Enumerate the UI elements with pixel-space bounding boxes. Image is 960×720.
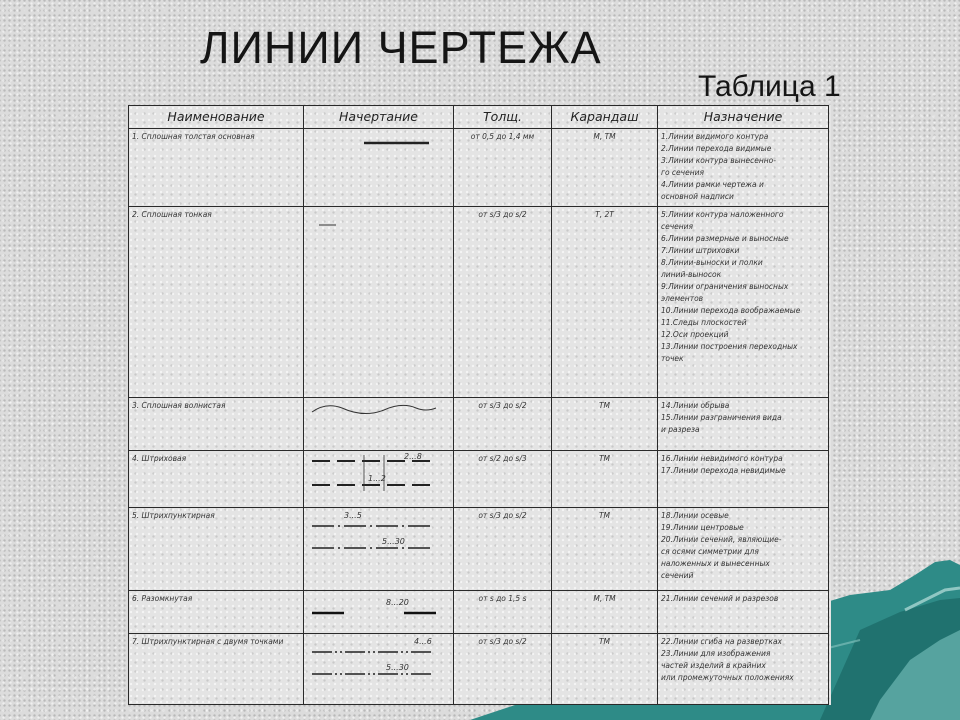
line-purpose (658, 451, 829, 508)
purpose-item: точек (661, 354, 684, 364)
line-sample (304, 451, 454, 508)
purpose-item: 11.Следы плоскостей (661, 318, 747, 328)
purpose-item: наложенных и вынесенных (661, 558, 770, 568)
purpose-item: 14.Линии обрыва (661, 401, 730, 411)
purpose-item: 2.Линии перехода видимые (661, 144, 772, 153)
line-name: 5. Штрихпунктирная (129, 507, 304, 590)
line-purpose (658, 398, 829, 451)
purpose-item: 17.Линии перехода невидимые (661, 466, 786, 475)
line-sample (304, 398, 454, 451)
purpose-item: 22.Линии сгиба на развертках (661, 636, 782, 646)
table-row (129, 591, 829, 634)
purpose-item: 8.Линии-выноски и полки (661, 258, 763, 268)
table-row (129, 129, 829, 207)
line-sample (304, 207, 454, 398)
purpose-item: элементов (661, 294, 704, 304)
dimension-label: 8...20 (386, 598, 409, 608)
slide-title: ЛИНИИ ЧЕРТЕЖА (200, 22, 602, 73)
purpose-item: частей изделий в крайних (661, 660, 766, 670)
purpose-item: 1.Линии видимого контура (661, 132, 769, 141)
line-thickness: от s/3 до s/2 (454, 507, 552, 590)
line-purpose (658, 507, 829, 590)
purpose-item: 9.Линии ограничения выносных (661, 282, 789, 292)
line-pencil: ТМ (552, 398, 658, 451)
line-purpose (658, 633, 829, 704)
purpose-item: 4.Линии рамки чертежа и (661, 180, 764, 189)
line-thickness: от s/2 до s/3 (454, 451, 552, 508)
line-thickness: от s до 1,5 s (454, 591, 552, 634)
purpose-item: 23.Линии для изображения (661, 648, 771, 658)
purpose-item: 18.Линии осевые (661, 510, 729, 520)
purpose-item: сечения (661, 222, 694, 232)
purpose-item: 5.Линии контура наложенного (661, 210, 784, 220)
dimension-label: 2...8 (404, 452, 422, 461)
table-row (129, 451, 829, 508)
line-name: 3. Сплошная волнистая (129, 398, 304, 451)
purpose-item: 21.Линии сечений и разрезов (661, 594, 779, 604)
line-name: 6. Разомкнутая (129, 591, 304, 634)
dimension-label: 3...5 (344, 510, 362, 520)
line-name: 2. Сплошная тонкая (129, 207, 304, 398)
purpose-item: 12.Оси проекций (661, 330, 729, 340)
line-types-table (128, 105, 829, 705)
purpose-item: 15.Линии разграничения вида (661, 413, 782, 423)
table-row (129, 633, 829, 704)
purpose-item: 6.Линии размерные и выносные (661, 234, 789, 244)
line-sample (304, 129, 454, 207)
purpose-item: 20.Линии сечений, являющие- (661, 534, 782, 544)
table-row (129, 507, 829, 590)
dimension-label: 4...6 (414, 636, 432, 646)
purpose-item: 16.Линии невидимого контура (661, 454, 783, 463)
purpose-item: 7.Линии штриховки (661, 246, 740, 256)
table-row (129, 207, 829, 398)
header-purpose: Назначение (658, 106, 829, 129)
line-purpose (658, 207, 829, 398)
line-pencil: М, ТМ (552, 591, 658, 634)
header-style: Начертание (304, 106, 454, 129)
line-pencil: М, ТМ (552, 129, 658, 207)
line-pencil: ТМ (552, 633, 658, 704)
table-label: Таблица 1 (698, 70, 841, 103)
line-pencil: Т, 2Т (552, 207, 658, 398)
purpose-item: и разреза (661, 425, 700, 435)
line-sample (304, 633, 454, 704)
line-thickness: от s/3 до s/2 (454, 398, 552, 451)
line-sample (304, 591, 454, 634)
dimension-label: 5...30 (386, 662, 409, 672)
table-row (129, 398, 829, 451)
header-name: Наименование (129, 106, 304, 129)
purpose-item: ся осями симметрии для (661, 546, 759, 556)
line-name: 7. Штрихпунктирная с двумя точками (129, 633, 304, 704)
purpose-item: основной надписи (661, 192, 734, 201)
purpose-item: линий-выносок (661, 270, 722, 280)
purpose-item: или промежуточных положениях (661, 672, 794, 682)
purpose-item: 13.Линии построения переходных (661, 342, 798, 352)
header-thickness: Толщ. (454, 106, 552, 129)
line-thickness: от s/3 до s/2 (454, 633, 552, 704)
line-pencil: ТМ (552, 451, 658, 508)
line-purpose (658, 591, 829, 634)
table-header-row (129, 106, 829, 129)
line-purpose (658, 129, 829, 207)
purpose-item: сечений (661, 570, 694, 580)
line-thickness: от 0,5 до 1,4 мм (454, 129, 552, 207)
line-sample (304, 507, 454, 590)
line-thickness: от s/3 до s/2 (454, 207, 552, 398)
line-name: 4. Штриховая (129, 451, 304, 508)
line-pencil: ТМ (552, 507, 658, 590)
purpose-item: 19.Линии центровые (661, 522, 744, 532)
header-pencil: Карандаш (552, 106, 658, 129)
dimension-label: 1...2 (368, 474, 386, 483)
scanned-table (128, 105, 831, 705)
purpose-item: го сечения (661, 168, 704, 177)
purpose-item: 10.Линии перехода воображаемые (661, 306, 801, 316)
line-name: 1. Сплошная толстая основная (129, 129, 304, 207)
purpose-item: 3.Линии контура вынесенно- (661, 156, 776, 165)
dimension-label: 5...30 (382, 536, 405, 546)
